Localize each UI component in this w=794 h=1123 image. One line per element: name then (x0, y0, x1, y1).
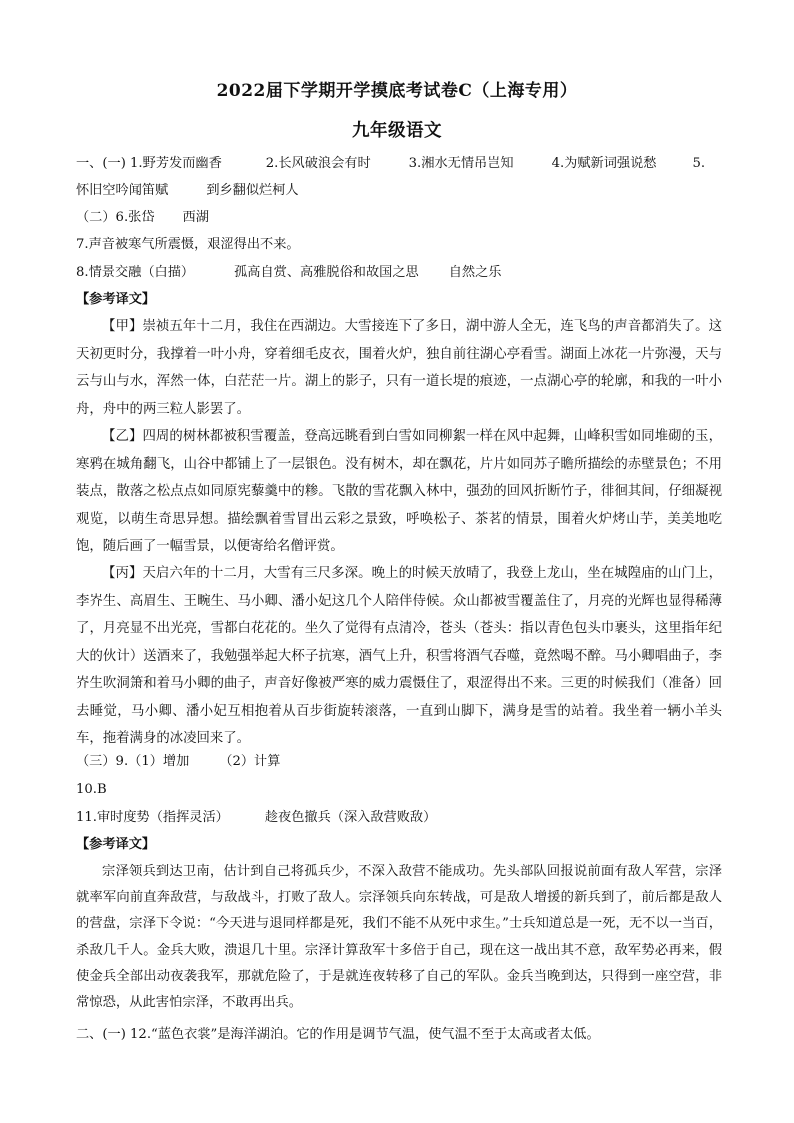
answer-q8-a: 8.情景交融（白描） (76, 265, 195, 280)
reference-translation-heading-1: 【参考译文】 (76, 292, 156, 307)
answer-q5-number: 5. (692, 156, 706, 171)
answer-line-3 (76, 209, 209, 227)
answer-q11-a: 11.审时度势（指挥灵活） (76, 810, 229, 825)
answer-line-1 (76, 155, 722, 173)
answer-q5-part-b: 到乡翻似烂柯人 (206, 183, 299, 198)
answer-q6-place: 西湖 (182, 210, 209, 225)
answer-q1: 一、(一) 1.野芳发而幽香 (76, 156, 222, 171)
translation-paragraph-yi: 【乙】四周的树林都被积雪覆盖，登高远眺看到白雪如同柳絮一样在风中起舞，山峰积雪如同堆砌的玉，寒鸦在城角翻飞，山谷中都铺上了一层银色。没有树木，却在飘花，片片如同苏子瞻所描绘的赤壁景色；不用装点，散落之松点点如同原宪藜羹中的糁。飞散的雪花飘入林中，强劲的回风折断竹子，徘徊其间，仔细凝视观览，以萌生奇思异想。描绘飘着雪冒出云彩之景致，呼唤松子、茶茗的情景，围着火炉烤山芋，美美地吃饱，随后画了一幅雪景，以便寄给名僧评赏。 (76, 429, 722, 554)
answer-q8 (76, 264, 501, 282)
answer-q9-1: （三）9.（1）增加 (76, 754, 190, 769)
answer-q8-c: 自然之乐 (448, 265, 502, 280)
translation-paragraph-zongze: 宗泽领兵到达卫南，估计到自己将孤兵少，不深入敌营不能成功。先头部队回报说前面有敌人军营，宗泽就率军向前直奔敌营，与敌战斗，打败了敌人。宗泽领兵向东转战，可是敌人增援的新兵到了，前后都是敌人的营盘，宗泽下令说：“今天进与退同样都是死，我们不能不从死中求生。”士兵知道总是一死，无不以一当百，杀敌几千人。金兵大败，溃退几十里。宗泽计算敌军十多倍于自己，现在这一战出其不意，敌军势必再来，假使金兵全部出动夜袭我军，那就危险了，于是就连夜转移了自己的军队。金兵当晚到达，只得到一座空营，非常惊恐，从此害怕宗泽，不敢再出兵。 (76, 864, 722, 1011)
document-subtitle: 九年级语文 (352, 121, 442, 141)
translation-paragraph-jia: 【甲】崇祯五年十二月，我住在西湖边。大雪接连下了多日，湖中游人全无，连飞鸟的声音都消失了。这天初更时分，我撑着一叶小舟，穿着细毛皮衣，围着火炉，独自前往湖心亭看雪。湖面上冰花一片弥漫，天与云与山与水，浑然一体，白茫茫一片。湖上的影子，只有一道长堤的痕迹，一点湖心亭的轮廓，和我的一叶小舟，舟中的两三粒人影罢了。 (76, 319, 722, 417)
answer-q8-b: 孤高自赏、高雅脱俗和故国之思 (234, 265, 419, 280)
translation-paragraph-bing: 【丙】天启六年的十二月，大雪有三尺多深。晚上的时候天放晴了，我登上龙山，坐在城隍庙的山门上，李岕生、高眉生、王畹生、马小卿、潘小妃这几个人陪伴侍候。众山都被雪覆盖住了，月亮的光辉也显得稀薄了，月亮显不出光亮，雪都白花花的。坐久了觉得有点清冷，苍头（苍头：指以青色包头巾裹头，这里指年纪大的伙计）送酒来了，我勉强举起大杯子抗寒，酒气上升，积雪将酒气吞噬，竟然喝不醉。马小卿唱曲子，李岕生吹洞箫和着马小卿的曲子，声音好像被严寒的威力震慑住了，艰涩得出不来。三更的时候我们（准备）回去睡觉，马小卿、潘小妃互相抱着从百步街旋转滚落，一直到山脚下，满身是雪的站着。我坐着一辆小羊头车，拖着满身的冰凌回来了。 (76, 566, 722, 746)
answer-q6-author: （二）6.张岱 (76, 210, 155, 225)
answer-q10: 10.B (76, 782, 107, 797)
answer-q11 (76, 809, 436, 827)
answer-q4: 4.为赋新词强说愁 (551, 156, 657, 171)
answer-q9-2: （2）计算 (219, 754, 281, 769)
answer-line-2 (76, 182, 299, 200)
answer-q3: 3.湘水无情吊岂知 (408, 156, 514, 171)
answer-q7: 7.声音被寒气所震慑，艰涩得出不来。 (76, 237, 300, 252)
reference-translation-heading-2: 【参考译文】 (76, 837, 156, 852)
document-title: 2022届下学期开学摸底考试卷C（上海专用） (216, 81, 578, 101)
answer-q11-b: 趁夜色撤兵（深入敌营败敌） (264, 810, 437, 825)
answer-q5-part-a: 怀旧空吟闻笛赋 (76, 183, 169, 198)
answer-q12: 二、(一) 12.“蓝色衣裳”是海洋湖泊。它的作用是调节气温，使气温不至于太高或者太低。 (76, 1027, 600, 1042)
answer-q2: 2.长风破浪会有时 (265, 156, 371, 171)
answer-q9 (76, 753, 280, 771)
